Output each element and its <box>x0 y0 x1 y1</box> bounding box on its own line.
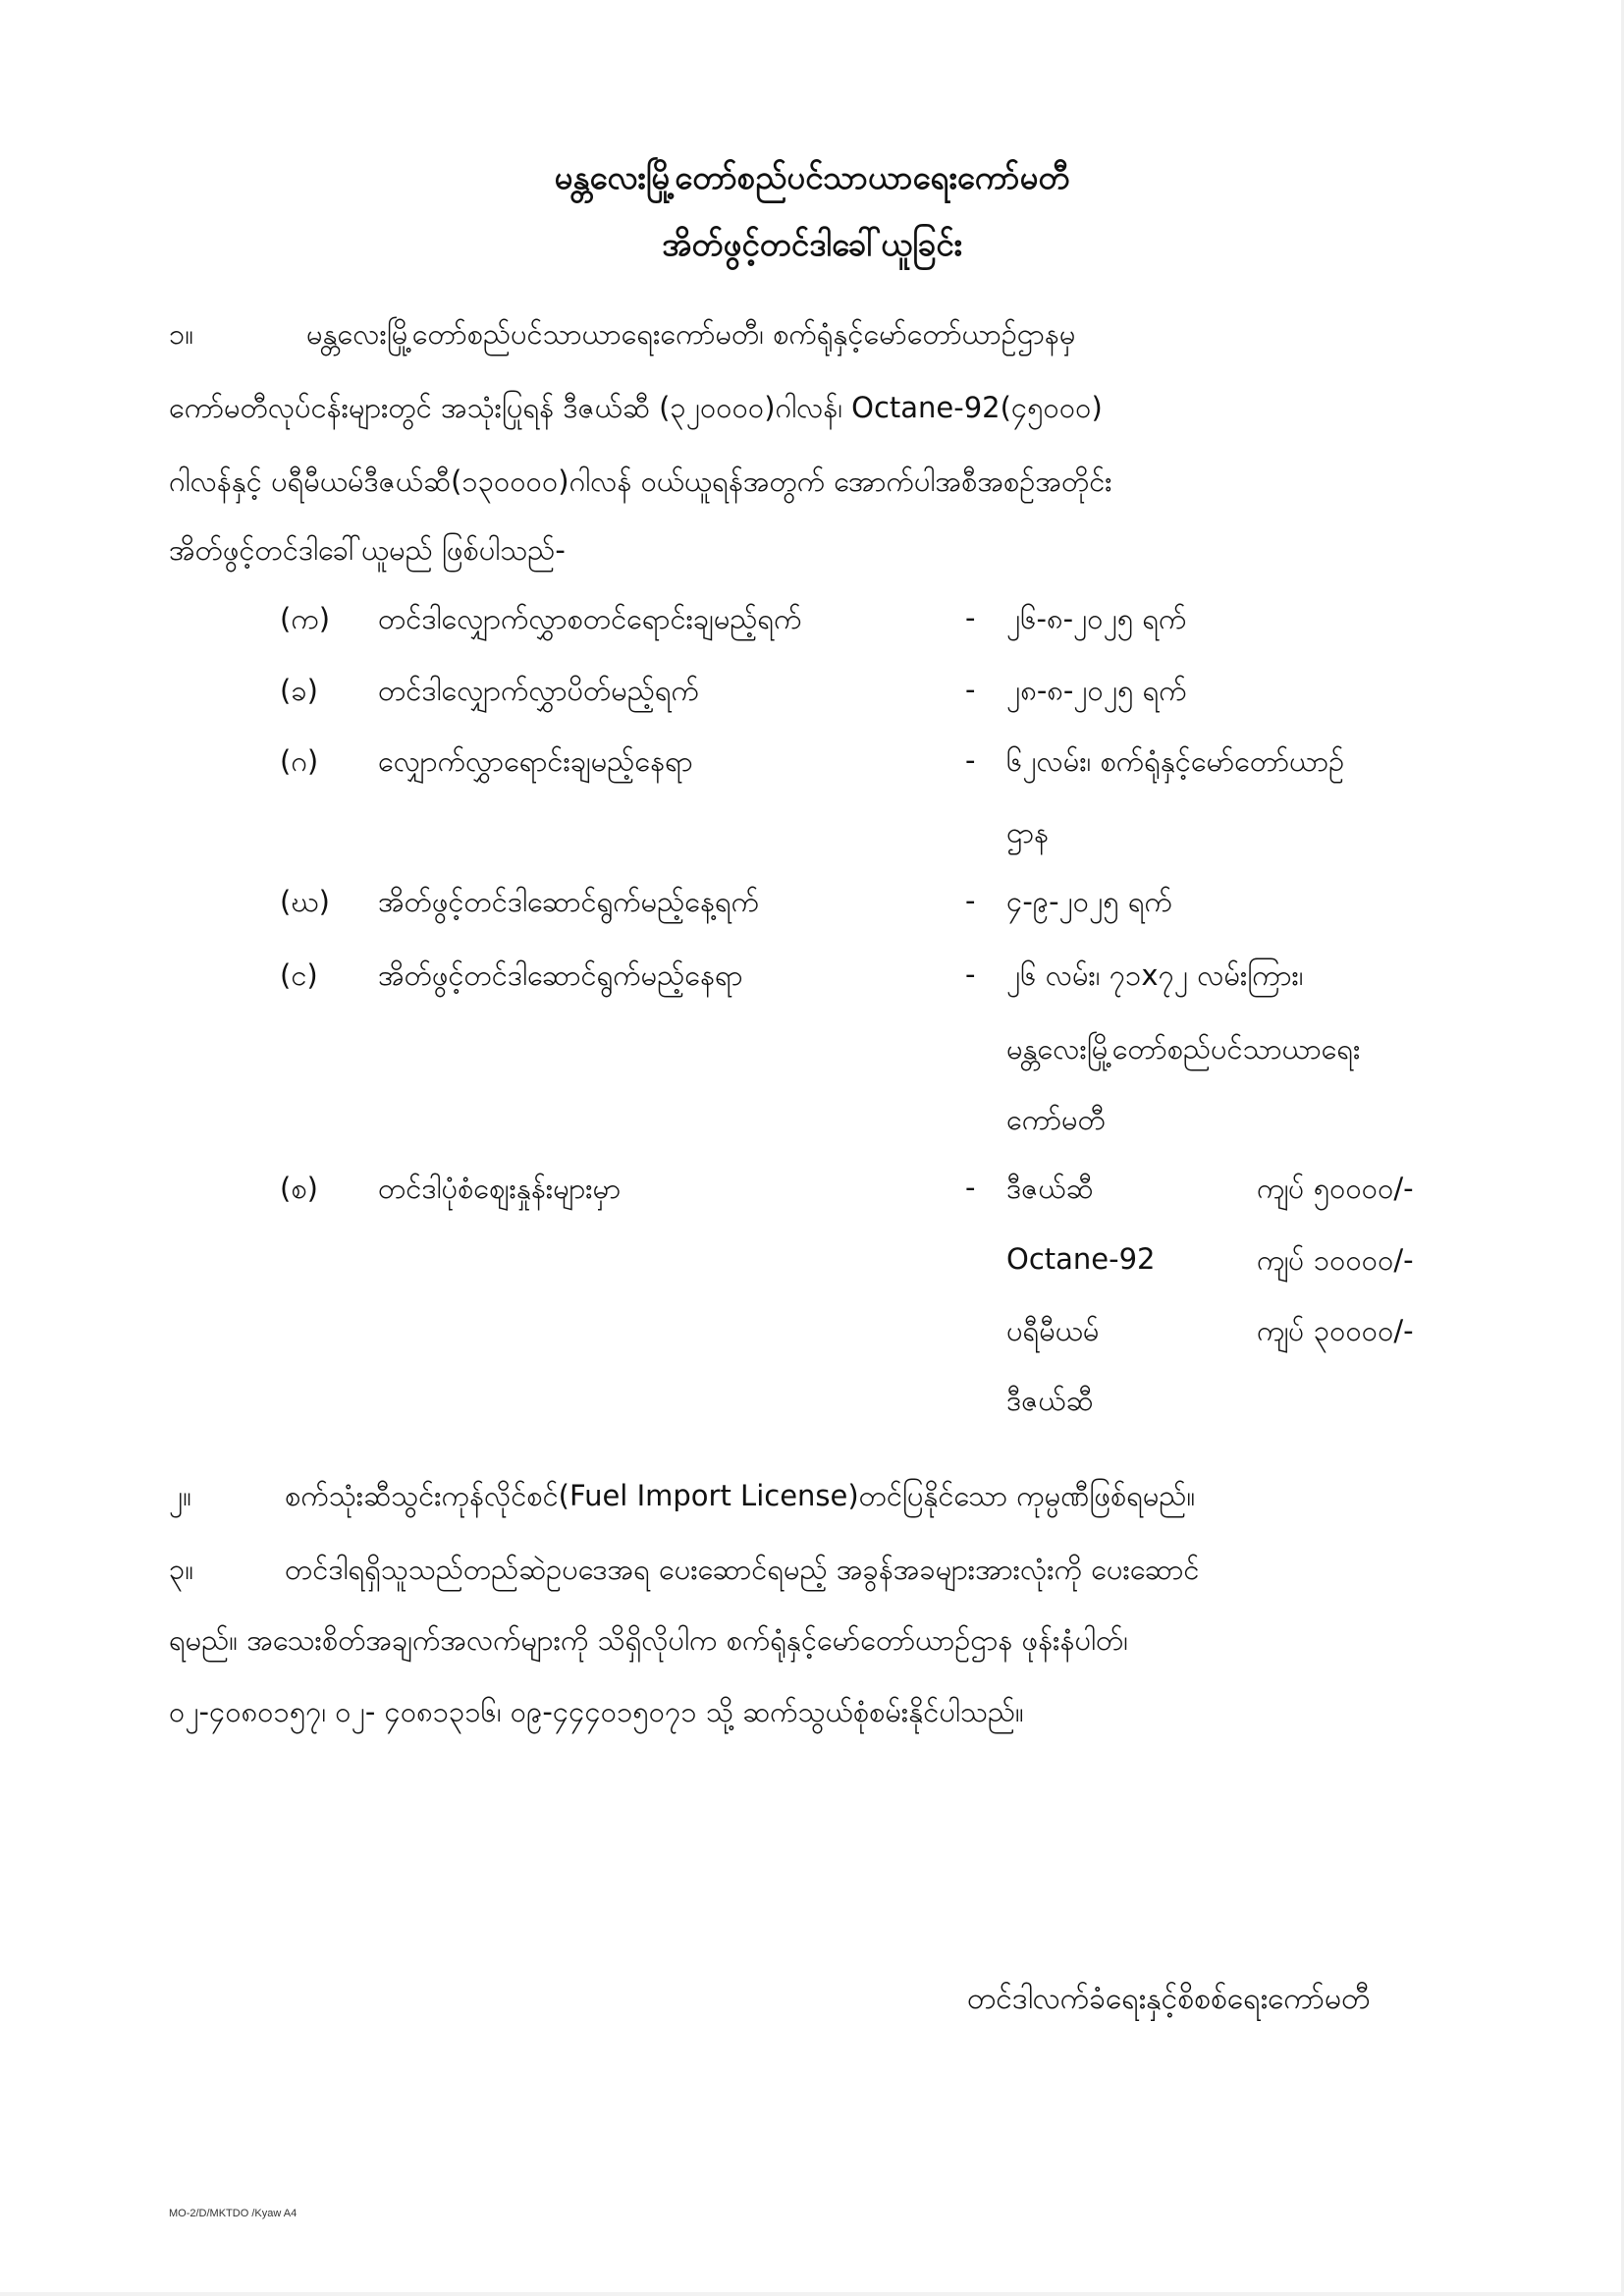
item-dash: - <box>965 673 976 706</box>
item-label: တင်ဒါလျှောက်လွှာပိတ်မည့်ရက် <box>378 674 699 707</box>
para2-text: စက်သုံးဆီသွင်းကုန်လိုင်စင်(Fuel Import License)တင်ပြနိုင်သော ကုမ္ပဏီဖြစ်ရမည်။ <box>285 1479 1196 1512</box>
item-dash: - <box>965 601 976 634</box>
item-letter: (ခ) <box>280 674 318 707</box>
para3-number: ၃။ <box>169 1553 194 1586</box>
item-letter: (ဂ) <box>280 744 319 778</box>
item-value: ၄-၉-၂၀၂၅ ရက် <box>1006 885 1172 918</box>
item-label: တင်ဒါပုံစံဈေးနှုန်းများမှာ <box>378 1172 622 1205</box>
item-value: ၂၆ လမ်း၊ ၇၁x၇၂ လမ်းကြား၊ <box>1006 958 1304 992</box>
item-value-cont: မန္တလေးမြို့တော်စည်ပင်သာယာရေး <box>1006 1032 1361 1066</box>
para1-line4: အိတ်ဖွင့်တင်ဒါခေါ်ယူမည် ဖြစ်ပါသည်- <box>169 533 566 567</box>
item-label: အိတ်ဖွင့်တင်ဒါဆောင်ရွက်မည့်နေ့ရက် <box>378 885 760 918</box>
item-label: လျှောက်လွှာရောင်းချမည့်နေရာ <box>378 744 693 778</box>
price-amount: ကျပ် ၁၀၀၀၀/- <box>1257 1243 1414 1277</box>
para3-line1: တင်ဒါရရှိသူသည်တည်ဆဲဥပဒေအရ ပေးဆောင်ရမည့် အခွန်အခများအားလုံးကို ပေးဆောင် <box>285 1553 1200 1586</box>
para1-line2: ကော်မတီလုပ်ငန်းများတွင် အသုံးပြုရန် ဒီဇယ်ဆီ (၃၂၀၀၀၀)ဂါလန်၊ Octane-92(၄၅၀၀၀) <box>169 391 1103 424</box>
item-dash: - <box>965 1171 976 1204</box>
item-value-cont: ကော်မတီ <box>1006 1103 1106 1136</box>
price-item: ပရီမီယမ် <box>1006 1314 1100 1347</box>
signature-committee: တင်ဒါလက်ခံရေးနှင့်စိစစ်ရေးကော်မတီ <box>967 1982 1371 2016</box>
item-letter: (က) <box>280 602 331 635</box>
price-item: ဒီဇယ်ဆီ <box>1006 1384 1094 1417</box>
committee-title: မန္တလေးမြို့တော်စည်ပင်သာယာရေးကော်မတီ <box>554 158 1070 196</box>
para2-number: ၂။ <box>169 1479 192 1512</box>
footer-code: MO-2/D/MKTDO /Kyaw A4 <box>169 2208 298 2219</box>
price-amount: ကျပ် ၃၀၀၀၀/- <box>1257 1314 1414 1347</box>
item-dash: - <box>965 884 976 917</box>
price-item: Octane-92 <box>1006 1242 1156 1276</box>
scan-bottom-edge <box>0 2292 1624 2296</box>
item-label: တင်ဒါလျှောက်လွှာစတင်ရောင်းချမည့်ရက် <box>378 602 802 635</box>
item-letter: (စ) <box>280 1172 318 1205</box>
price-item: ဒီဇယ်ဆီ <box>1006 1172 1094 1205</box>
para1-line1: မန္တလေးမြို့တော်စည်ပင်သာယာရေးကော်မတီ၊ စက်ရုံနှင့်မော်တော်ယာဉ်ဌာနမှ <box>306 317 1076 351</box>
item-letter: (င) <box>280 958 318 992</box>
para1-line3: ဂါလန်နှင့် ပရီမီယမ်ဒီဇယ်ဆီ(၁၃၀၀၀၀)ဂါလန် ဝယ်ယူရန်အတွက် အောက်ပါအစီအစဉ်အတိုင်း <box>169 465 1112 498</box>
price-amount: ကျပ် ၅၀၀၀၀/- <box>1257 1172 1414 1205</box>
item-value: ၆၂လမ်း၊ စက်ရုံနှင့်မော်တော်ယာဉ် <box>1006 744 1345 778</box>
item-dash: - <box>965 743 976 777</box>
para1-number: ၁။ <box>169 317 194 351</box>
para3-line3: ၀၂-၄၀၈၀၁၅၇၊ ၀၂- ၄၀၈၁၃၁၆၊ ၀၉-၄၄၄၀၁၅၀၇၁ သို့ ဆက်သွယ်စုံစမ်းနိုင်ပါသည်။ <box>169 1695 1024 1728</box>
item-value: ၂၆-၈-၂၀၂၅ ရက် <box>1006 602 1187 635</box>
item-letter: (ဃ) <box>280 885 330 918</box>
item-value-cont: ဌာန <box>1006 816 1050 849</box>
para3-line2: ရမည်။ အသေးစိတ်အချက်အလက်များကို သိရှိလိုပါက စက်ရုံနှင့်မော်တော်ယာဉ်ဌာန ဖုန်းနံပါတ်၊ <box>169 1623 1128 1657</box>
notice-title: အိတ်ဖွင့်တင်ဒါခေါ်ယူခြင်း <box>662 225 962 263</box>
item-dash: - <box>965 957 976 991</box>
item-value: ၂၈-၈-၂၀၂၅ ရက် <box>1006 674 1187 707</box>
item-label: အိတ်ဖွင့်တင်ဒါဆောင်ရွက်မည့်နေရာ <box>378 958 743 992</box>
